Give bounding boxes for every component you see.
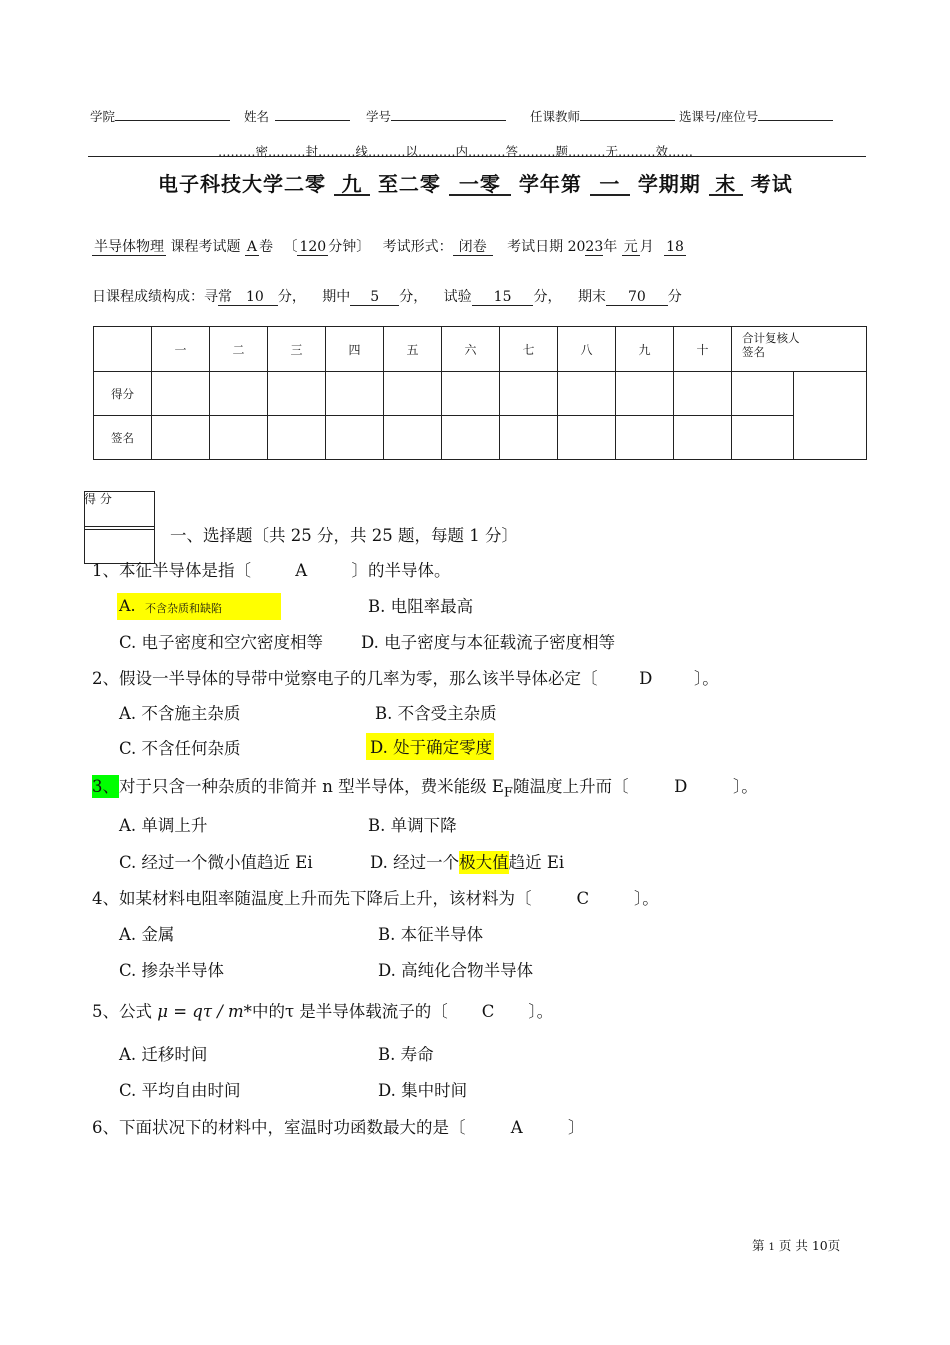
- exam-duration: 120: [299, 239, 327, 255]
- answer-4: C: [576, 889, 590, 908]
- option-4c[interactable]: C. 掺杂半导体: [119, 961, 225, 980]
- exam-title: 电子科技大学二零 九 至二零 一零 学年第 一 学期期 末 考试: [158, 172, 793, 196]
- student-id-label: 学号: [366, 109, 392, 124]
- regular-label: 常: [218, 289, 232, 305]
- sign-cell[interactable]: [616, 416, 674, 460]
- score-cell[interactable]: [442, 372, 500, 416]
- score-box-divider: [85, 529, 154, 530]
- col-header-8: 八: [558, 327, 616, 372]
- score-cell[interactable]: [268, 372, 326, 416]
- total-sign-cell[interactable]: [732, 416, 794, 460]
- option-2d[interactable]: D. 处于确定零度: [366, 733, 494, 760]
- sign-cell[interactable]: [558, 416, 616, 460]
- midterm-score: 5: [350, 289, 399, 306]
- paper-type: A: [246, 239, 258, 255]
- col-header-3: 三: [268, 327, 326, 372]
- score-cell[interactable]: [558, 372, 616, 416]
- score-table: [93, 326, 867, 460]
- score-cell[interactable]: [384, 372, 442, 416]
- page-footer: 第 1 页 共 10页: [752, 1238, 841, 1253]
- exam-form: 闭卷: [453, 239, 493, 256]
- answer-6: A: [510, 1118, 523, 1137]
- answer-2: D: [639, 669, 653, 688]
- grade-composition: 日课程成绩构成：寻常 10 分， 期中 5 分， 试验 15 分， 期末 70 分: [92, 289, 682, 305]
- answer-3: D: [674, 777, 688, 796]
- score-cell[interactable]: [152, 372, 210, 416]
- answer-5: C: [481, 1002, 495, 1021]
- option-2a[interactable]: A. 不含施主杂质: [119, 704, 241, 723]
- option-4d[interactable]: D. 高纯化合物半导体: [378, 961, 534, 980]
- score-box-divider: [85, 526, 154, 527]
- exam-info: 半导体物理 课程考试题 A 卷 〔 120 分钟〕 考试形式： 闭卷 考试日期 2023年 元 月 18: [94, 239, 684, 255]
- sign-cell[interactable]: [326, 416, 384, 460]
- col-header-7: 七: [500, 327, 558, 372]
- seat-label: 选课号/座位号: [679, 109, 759, 124]
- question-2: 2、假设一半导体的导带中觉察电子的几率为零，那么该半导体必定〔 D 〕。: [92, 669, 719, 688]
- sign-cell[interactable]: [500, 416, 558, 460]
- college-label: 学院: [90, 109, 116, 124]
- question-3: 3、对于只含一种杂质的非简并 n 型半导体，费米能级 $E_F$随温度上升而〔 D 〕。: [92, 777, 758, 801]
- score-cell[interactable]: [500, 372, 558, 416]
- score-cell[interactable]: [326, 372, 384, 416]
- reviewer-sign-cell[interactable]: [793, 372, 866, 460]
- final-score: 70: [606, 289, 668, 306]
- option-5d[interactable]: D. 集中时间: [378, 1081, 468, 1100]
- sign-cell[interactable]: [210, 416, 268, 460]
- col-header-1: 一: [152, 327, 210, 372]
- student-id-field[interactable]: [391, 106, 506, 121]
- row-label-score: 得分: [94, 372, 152, 416]
- option-5b[interactable]: B. 寿命: [378, 1045, 434, 1064]
- section-heading: 一、选择题〔共 25 分，共 25 题，每题 1 分〕: [170, 526, 518, 545]
- title-year-2: 一零: [449, 174, 511, 196]
- col-header-4: 四: [326, 327, 384, 372]
- option-3d[interactable]: D. 经过一个极大值趋近 Ei: [370, 853, 565, 872]
- regular-score: 10: [232, 289, 278, 306]
- page-number: 1: [768, 1242, 775, 1253]
- option-1b[interactable]: B. 电阻率最高: [368, 597, 474, 616]
- question-1: 1、本征半导体是指〔 A 〕的半导体。: [92, 561, 451, 580]
- score-cell[interactable]: [616, 372, 674, 416]
- total-header: 合计复核人 签名: [732, 327, 867, 372]
- option-5c[interactable]: C. 平均自由时间: [119, 1081, 241, 1100]
- college-field[interactable]: [115, 106, 230, 121]
- sign-cell[interactable]: [384, 416, 442, 460]
- exam-day: 18: [666, 239, 684, 255]
- seal-line-text: ………密………封………线………以………内………答………题………无………效……: [218, 144, 694, 159]
- option-2b[interactable]: B. 不含受主杂质: [375, 704, 497, 723]
- total-score-cell[interactable]: [732, 372, 794, 416]
- option-3c[interactable]: C. 经过一个微小值趋近 Ei: [119, 853, 313, 872]
- col-header-9: 九: [616, 327, 674, 372]
- title-year-1: 九: [334, 174, 370, 196]
- lab-score: 15: [472, 289, 534, 306]
- name-field[interactable]: [275, 106, 350, 121]
- title-term: 末: [709, 174, 743, 196]
- row-label-sign: 签名: [94, 416, 152, 460]
- sign-cell[interactable]: [674, 416, 732, 460]
- option-1d[interactable]: D. 电子密度与本征载流子密度相等: [361, 633, 616, 652]
- exam-year: 23: [585, 239, 604, 255]
- col-header-10: 十: [674, 327, 732, 372]
- teacher-label: 任课教师: [530, 109, 581, 124]
- name-label: 姓名: [244, 109, 270, 124]
- seat-field[interactable]: [758, 106, 833, 121]
- corner-cell: [94, 327, 152, 372]
- sign-cell[interactable]: [442, 416, 500, 460]
- seal-line: [88, 156, 866, 157]
- exam-month: 元: [623, 239, 638, 255]
- total-pages: 10: [811, 1238, 828, 1253]
- question-4: 4、如某材料电阻率随温度上升而先下降后上升，该材料为〔 C 〕。: [92, 889, 659, 908]
- option-1c[interactable]: C. 电子密度和空穴密度相等: [119, 633, 324, 652]
- title-semester: 一: [590, 174, 630, 196]
- option-3a[interactable]: A. 单调上升: [119, 816, 208, 835]
- col-header-2: 二: [210, 327, 268, 372]
- question-5: 5、公式 μ = qτ / m*中的τ 是半导体载流子的〔 C 〕。: [92, 1002, 554, 1021]
- col-header-5: 五: [384, 327, 442, 372]
- option-4a[interactable]: A. 金属: [119, 925, 175, 944]
- teacher-field[interactable]: [580, 106, 675, 121]
- option-5a[interactable]: A. 迁移时间: [119, 1045, 208, 1064]
- sign-cell[interactable]: [152, 416, 210, 460]
- header-fields: [90, 106, 833, 125]
- option-2c[interactable]: C. 不含任何杂质: [119, 739, 241, 758]
- option-1a[interactable]: A. 不含杂质和缺陷: [117, 593, 281, 620]
- answer-1: A: [295, 561, 308, 580]
- question-6: 6、下面状况下的材料中，室温时功函数最大的是〔 A 〕: [92, 1118, 585, 1137]
- score-cell[interactable]: [674, 372, 732, 416]
- section-score-label: 得 分: [84, 492, 112, 506]
- formula: μ = qτ / m*: [157, 1002, 252, 1021]
- option-3b[interactable]: B. 单调下降: [368, 816, 457, 835]
- score-cell[interactable]: [210, 372, 268, 416]
- option-4b[interactable]: B. 本征半导体: [378, 925, 484, 944]
- col-header-6: 六: [442, 327, 500, 372]
- course-name: 半导体物理: [94, 239, 164, 255]
- sign-cell[interactable]: [268, 416, 326, 460]
- question-3-number: 3、: [92, 777, 119, 796]
